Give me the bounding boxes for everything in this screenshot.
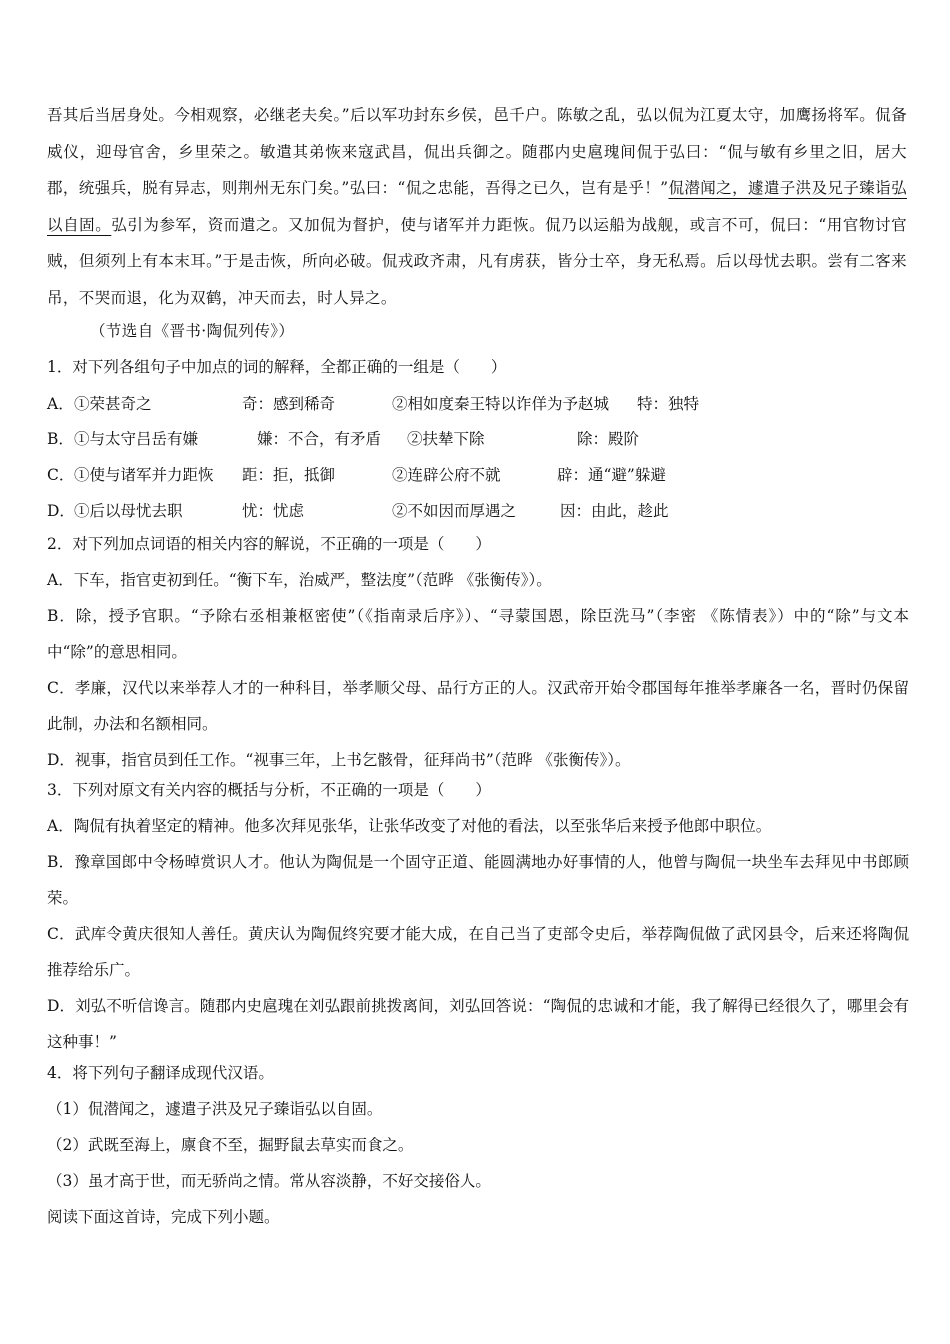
q3-option-a: A．陶侃有执着坚定的精神。他多次拜见张华，让张华改变了对他的看法，以至张华后来授予他郎中职位。 (47, 817, 772, 835)
q4-stem: 4．将下列句子翻译成现代汉语。 (47, 1064, 274, 1082)
passage-text-before: 吾其后当居身处。今相观察，必继老夫矣。”后以军功封东乡侯，邑千户。陈敏之乱，弘以侃为江夏太守，加鹰扬将军。侃备威仪，迎母官舍，乡里荣之。敏遣其弟恢来寇武昌，侃出兵御之。随郡内史扈瑰间侃于弘曰：“侃与敏有乡里之旧，居大郡，统强兵，脱有异志，则荆州无东门矣。”弘曰：“侃之忠能，吾得之已久，岂有是乎！” (47, 106, 907, 198)
option-explain-1: 嫌：不合，有矛盾 (257, 430, 382, 448)
q4-item-3: （3）虽才高于世，而无骄尚之情。常从容淡静，不好交接俗人。 (47, 1172, 491, 1190)
option-explain-1: 奇：感到稀奇 (242, 395, 336, 413)
question-1-stem (47, 349, 909, 385)
option-letter: B． (47, 430, 74, 448)
option-sentence-2: ②扶辇下除 (407, 430, 485, 448)
option-explain-2: 除：殿阶 (577, 430, 640, 448)
option-letter: D． (47, 502, 75, 520)
q3-stem: 3．下列对原文有关内容的概括与分析，不正确的一项是（ ） (47, 781, 491, 799)
option-sentence-1: ①与太守吕岳有嫌 (74, 430, 199, 448)
classical-passage (47, 97, 907, 317)
q2-option-a: A．下车，指官吏初到任。“衡下车，治威严，整法度”（范晔 《张衡传》）。 (47, 571, 552, 589)
q4-item-1: （1）侃潜闻之，遽遣子洪及兄子臻诣弘以自固。 (47, 1100, 383, 1118)
option-sentence-1: ①使与诸军并力距恢 (74, 466, 214, 484)
q4-item-2: （2）武既至海上，廪食不至，掘野鼠去草实而食之。 (47, 1136, 414, 1154)
next-section-instruction: 阅读下面这首诗，完成下列小题。 (47, 1208, 280, 1226)
option-sentence-1: ①后以母忧去职 (74, 502, 183, 520)
option-explain-2: 辟：通“避”躲避 (557, 466, 666, 484)
q2-stem: 2．对下列加点词语的相关内容的解说，不正确的一项是（ ） (47, 535, 491, 553)
q2-option-b: B．除，授予官职。“予除右丞相兼枢密使”（《指南录后序》）、“寻蒙国恩，除臣洗马”（李密 《陈情表》）中的“除”与文本中“除”的意思相同。 (47, 607, 909, 661)
question-3 (47, 772, 909, 1060)
passage-text-after: 弘引为参军，资而遣之。又加侃为督护，使与诸军并力距恢。侃乃以运船为战舰，或言不可，侃曰：“用官物讨官贼，但须列上有本末耳。”于是击恢，所向必破。侃戎政齐肃，凡有虏获，皆分士卒，身无私焉。后以母忧去职。尝有二客来吊，不哭而退，化为双鹤，冲天而去，时人异之。 (47, 215, 907, 307)
q3-option-d: D．刘弘不听信谗言。随郡内史扈瑰在刘弘跟前挑拨离间，刘弘回答说：“陶侃的忠诚和才能，我了解得已经很久了，哪里会有这种事！” (47, 997, 909, 1051)
passage-source: （节选自《晋书·陶侃列传》） (90, 322, 295, 340)
option-letter: A． (47, 395, 74, 413)
q1-stem-text: 1．对下列各组句子中加点的词的解释，全都正确的一组是（ ） (47, 358, 507, 376)
q3-option-b: B．豫章国郎中令杨晫赏识人才。他认为陶侃是一个固守正道、能圆满地办好事情的人，他曾与陶侃一块坐车去拜见中书郎顾荣。 (47, 853, 909, 907)
option-sentence-1: ①荣甚奇之 (74, 395, 152, 413)
passage-paragraph (47, 97, 907, 317)
q2-option-c: C．孝廉，汉代以来举荐人才的一种科目，举孝顺父母、品行方正的人。汉武帝开始令郡国每年推举孝廉各一名，晋时仍保留此制，办法和名额相同。 (47, 679, 909, 733)
option-explain-2: 特：独特 (637, 395, 700, 413)
question-4 (47, 1055, 909, 1235)
option-explain-2: 因：由此，趁此 (560, 502, 669, 520)
q3-option-c: C．武库令黄庆很知人善任。黄庆认为陶侃终究要才能大成，在自己当了吏部令史后，举荐陶侃做了武冈县令，后来还将陶侃推荐给乐广。 (47, 925, 909, 979)
option-explain-1: 忧：忧虑 (242, 502, 305, 520)
option-letter: C． (47, 466, 75, 484)
option-sentence-2: ②连辟公府不就 (392, 466, 501, 484)
option-explain-1: 距：拒，抵御 (242, 466, 336, 484)
underlined-sentence: 侃潜闻之，遽遣子洪及兄子臻诣弘以自固。 (47, 179, 907, 234)
question-2 (47, 526, 909, 778)
option-sentence-2: ②不如因而厚遇之 (392, 502, 517, 520)
option-sentence-2: ②相如度秦王特以诈佯为予赵城 (392, 395, 610, 413)
q2-option-d: D．视事，指官员到任工作。“视事三年，上书乞骸骨，征拜尚书”（范晔 《张衡传》）。 (47, 751, 631, 769)
